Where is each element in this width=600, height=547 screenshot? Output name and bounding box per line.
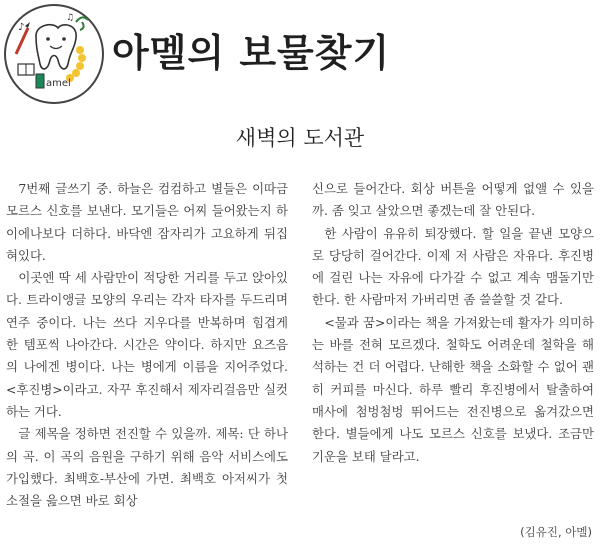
series-title: 아멜의 보물찾기 xyxy=(112,31,391,75)
paragraph: 이곳엔 딱 세 사람만이 적당한 거리를 두고 앉아있다. 트라이앵글 모양의 우리는 각자 타자를 두드리며 연주 중이다. 나는 쓰다 지우다를 반복하며 힘겹게 한 템포씩 나아간다. 시간은 약이다. 하지만 요즈음의 나에겐 병이다. 나는 병에게 이름을 지어주었다. <후진병>이라고. 자꾸 후진해서 제자리걸음만 실컷 하는 거다. xyxy=(6,270,288,419)
author-byline: (김유진, 아멜) xyxy=(520,525,592,539)
paragraph: 7번째 글쓰기 중. 하늘은 컴컴하고 별들은 이따금 모르스 신호를 보낸다. 모기들은 어찌 들어왔는지 하이에나보다 더하다. 바닥엔 잠자리가 고요하게 뒤집혀있다. xyxy=(6,181,288,263)
paragraph: 신으로 들어간다. 회상 버튼을 어떻게 없앨 수 있을까. 좀 잊고 살았으면 좋겠는데 잘 안된다. xyxy=(312,181,594,219)
article-title: 새벽의 도서관 xyxy=(235,126,365,150)
svg-text:♪: ♪ xyxy=(18,22,25,33)
paragraph: 한 사람이 유유히 퇴장했다. 할 일을 끝낸 모양으로 당당히 걸어간다. 이제 저 사람은 자유다. 후진병에 걸린 나는 자유에 다가갈 수 없고 계속 맴돌기만 한다. 한 사람마저 가버리면 좀 쓸쓸할 것 같다. xyxy=(312,225,594,308)
article-left-column xyxy=(6,178,288,512)
logo-text: amel xyxy=(46,78,71,89)
svg-text:♫: ♫ xyxy=(66,13,75,23)
series-logo xyxy=(4,4,104,104)
paragraph: <물과 꿈>이라는 책을 가져왔는데 활자가 의미하는 바를 전혀 모르겠다. 철학도 어려운데 철학을 해석하는 건 더 어렵다. 난해한 책을 소화할 수 없어 괜히 커피를 마신다. 하루 빨리 후진병에서 탈출하여 매사에 첨벙첨벙 뛰어드는 전진병으로 옮겨갔으면 한다. 별들에게 나도 모르스 신호를 보냈다. 조금만 기운을 보태 달라고. xyxy=(312,314,594,464)
article-right-column xyxy=(312,178,594,468)
paragraph: 글 제목을 정하면 전진할 수 있을까. 제목: 단 하나의 곡. 이 곡의 음원을 구하기 위해 음악 서비스에도 가입했다. 최백호-부산에 가면. 최백호 아저씨가 첫 소절을 읊으면 바로 회상 xyxy=(6,426,288,509)
